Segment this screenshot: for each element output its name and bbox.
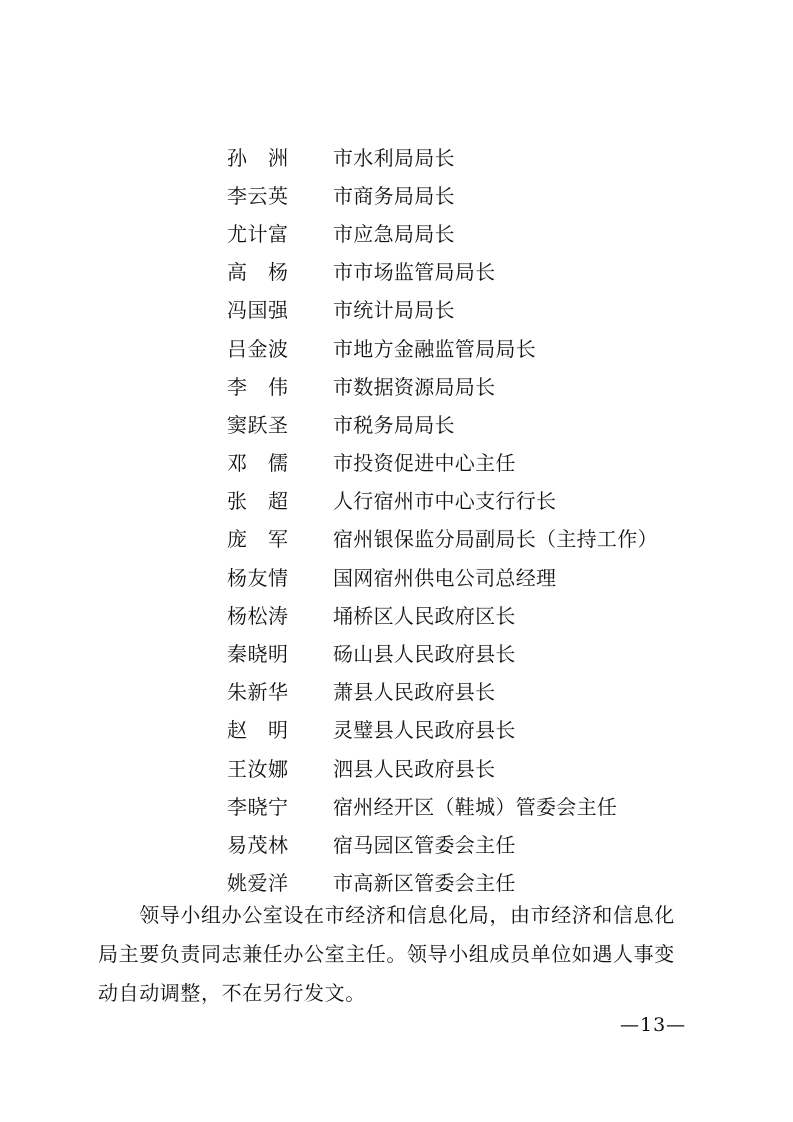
member-row xyxy=(227,328,747,366)
member-row xyxy=(227,748,747,786)
member-title: 灵璧县人民政府县长 xyxy=(333,718,516,743)
paragraph-line: 动自动调整，不在另行发文。 xyxy=(98,981,366,1005)
member-name: 张 超 xyxy=(227,489,289,514)
member-name: 邓 儒 xyxy=(227,451,289,476)
member-title: 市商务局局长 xyxy=(333,183,455,208)
member-row xyxy=(227,404,747,442)
member-title: 泗县人民政府县长 xyxy=(333,756,496,781)
member-name: 窦跃圣 xyxy=(227,412,289,437)
member-row xyxy=(227,786,747,824)
member-row xyxy=(227,175,747,213)
member-title: 市地方金融监管局局长 xyxy=(333,336,536,361)
member-title: 宿州经开区（鞋城）管委会主任 xyxy=(333,794,618,819)
member-row xyxy=(227,710,747,748)
member-row xyxy=(227,366,747,404)
member-name: 李 伟 xyxy=(227,374,289,399)
member-row xyxy=(227,252,747,290)
member-title: 市水利局局长 xyxy=(333,145,455,170)
member-name: 易茂林 xyxy=(227,832,289,857)
member-title: 市税务局局长 xyxy=(333,412,455,437)
member-name: 杨松涛 xyxy=(227,603,289,628)
member-title: 萧县人民政府县长 xyxy=(333,680,496,705)
office-paragraph xyxy=(98,896,708,1013)
member-name: 李晓宁 xyxy=(227,794,289,819)
paragraph-line: 局主要负责同志兼任办公室主任。领导小组成员单位如遇人事变 xyxy=(98,942,675,966)
member-title: 人行宿州市中心支行行长 xyxy=(333,489,557,514)
member-title: 市市场监管局局长 xyxy=(333,260,496,285)
page-number: —13— xyxy=(620,1014,687,1036)
member-row xyxy=(227,137,747,175)
member-list xyxy=(227,137,747,901)
member-title: 国网宿州供电公司总经理 xyxy=(333,565,557,590)
member-title: 宿州银保监分局副局长（主持工作） xyxy=(333,527,658,552)
member-row xyxy=(227,557,747,595)
paragraph-line: 领导小组办公室设在市经济和信息化局，由市经济和信息化 xyxy=(98,903,675,927)
member-title: 市高新区管委会主任 xyxy=(333,871,516,896)
member-title: 宿马园区管委会主任 xyxy=(333,832,516,857)
member-title: 市应急局局长 xyxy=(333,221,455,246)
member-title: 埇桥区人民政府区长 xyxy=(333,603,516,628)
member-row xyxy=(227,443,747,481)
member-row xyxy=(227,672,747,710)
member-row xyxy=(227,633,747,671)
member-name: 秦晓明 xyxy=(227,642,289,667)
member-name: 李云英 xyxy=(227,183,289,208)
member-title: 市数据资源局局长 xyxy=(333,374,496,399)
member-name: 吕金波 xyxy=(227,336,289,361)
member-row xyxy=(227,519,747,557)
member-row xyxy=(227,213,747,251)
member-row xyxy=(227,481,747,519)
member-name: 朱新华 xyxy=(227,680,289,705)
member-name: 杨友情 xyxy=(227,565,289,590)
member-name: 庞 军 xyxy=(227,527,289,552)
member-name: 赵 明 xyxy=(227,718,289,743)
member-name: 高 杨 xyxy=(227,260,289,285)
member-row xyxy=(227,290,747,328)
member-title: 市投资促进中心主任 xyxy=(333,451,516,476)
member-name: 王汝娜 xyxy=(227,756,289,781)
member-name: 孙 洲 xyxy=(227,145,289,170)
member-title: 砀山县人民政府县长 xyxy=(333,642,516,667)
member-row xyxy=(227,824,747,862)
member-row xyxy=(227,595,747,633)
member-name: 冯国强 xyxy=(227,298,289,323)
member-name: 尤计富 xyxy=(227,221,289,246)
member-name: 姚爱洋 xyxy=(227,871,289,896)
member-title: 市统计局局长 xyxy=(333,298,455,323)
